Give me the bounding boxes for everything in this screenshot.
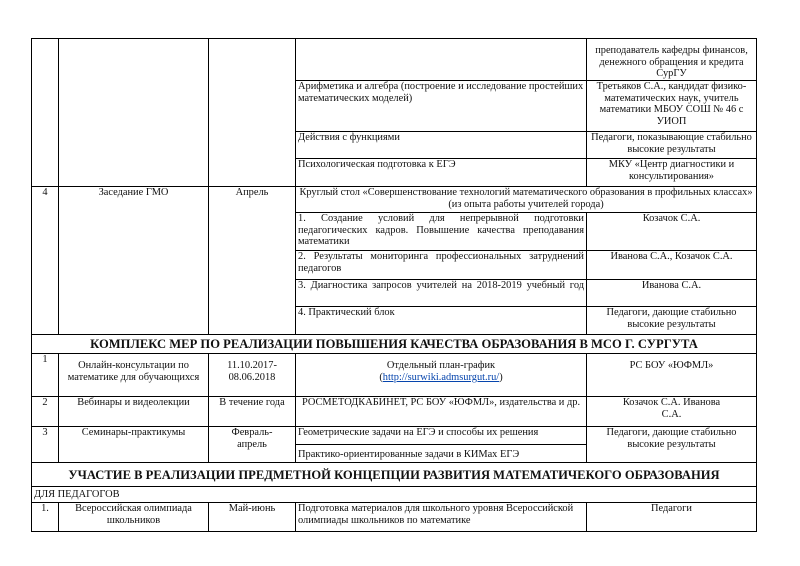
cell-gmo-item-2: 2. Результаты мониторинга профессиональных затруднений педагогов	[295, 250, 587, 280]
cell-s1-content-1	[295, 353, 587, 397]
cell-gmo-who-4: Педагоги, дающие стабильно высокие результаты	[586, 306, 757, 335]
plan-link-wrap: (http://surwiki.admsurgut.ru/)	[379, 371, 503, 383]
cell-num-top	[31, 38, 59, 187]
cell-teacher-arith: Третьяков С.А., кандидат физико-математических наук, учитель математики МБОУ СОШ № 46 с УИОП	[586, 80, 757, 132]
cell-s1-date-2: В течение года	[208, 396, 296, 427]
cell-s2-who: Педагоги	[586, 502, 757, 532]
cell-s2-num: 1.	[31, 502, 59, 532]
cell-s1-event-3: Семинары-практикумы	[58, 426, 209, 463]
cell-gmo-num: 4	[31, 186, 59, 335]
cell-s1-content-3b: Практико-ориентированные задачи в КИМах ЕГЭ	[295, 444, 587, 463]
section-header-concept: УЧАСТИЕ В РЕАЛИЗАЦИИ ПРЕДМЕТНОЙ КОНЦЕПЦИИ РАЗВИТИЯ МАТЕМАТИЧЕКОГО ОБРАЗОВАНИЯ	[31, 462, 757, 487]
cell-gmo-event: Заседание ГМО	[58, 186, 209, 335]
cell-topic-arith: Арифметика и алгебра (построение и исследование простейших математических моделей)	[295, 80, 587, 132]
cell-gmo-item-3: 3. Диагностика запросов учителей на 2018-2019 учебный год	[295, 279, 587, 307]
surwiki-link[interactable]: http://surwiki.admsurgut.ru/	[382, 371, 500, 383]
cell-topic-func: Действия с функциями	[295, 131, 587, 159]
cell-s1-date-3: Февраль-апрель	[208, 426, 296, 463]
cell-s1-content-3a: Геометрические задачи на ЕГЭ и способы их решения	[295, 426, 587, 445]
cell-gmo-item-4: 4. Практический блок	[295, 306, 587, 335]
cell-s1-content-2: РОСМЕТОДКАБИНЕТ, РС БОУ «ЮФМЛ», издательства и др.	[295, 396, 587, 427]
cell-s1-num-1: 1	[31, 353, 59, 397]
cell-s1-num-2: 2	[31, 396, 59, 427]
cell-s1-who-1: РС БОУ «ЮФМЛ»	[586, 353, 757, 397]
section-header-quality: КОМПЛЕКС МЕР ПО РЕАЛИЗАЦИИ ПОВЫШЕНИЯ КАЧЕСТВА ОБРАЗОВАНИЯ В МСО Г. СУРГУТА	[31, 334, 757, 354]
cell-teacher-psy: МКУ «Центр диагностики и консультирования»	[586, 158, 757, 187]
cell-event-top	[58, 38, 209, 187]
cell-s1-event-2: Вебинары и видеолекции	[58, 396, 209, 427]
cell-teacher-func: Педагоги, показывающие стабильно высокие результаты	[586, 131, 757, 159]
cell-s1-event-1: Онлайн-консультации по математике для обучающихся	[58, 353, 209, 397]
plan-label: Отдельный план-график	[386, 360, 496, 371]
cell-topic-psy: Психологическая подготовка к ЕГЭ	[295, 158, 587, 187]
cell-topic-empty	[295, 38, 587, 81]
cell-gmo-item-1: 1. Создание условий для непрерывной подготовки педагогических кадров. Повышение качества преподавания математики	[295, 212, 587, 251]
subheader-for-teachers: ДЛЯ ПЕДАГОГОВ	[31, 486, 757, 503]
cell-gmo-date: Апрель	[208, 186, 296, 335]
cell-s1-date-1: 11.10.2017-08.06.2018	[208, 353, 296, 397]
cell-s2-event: Всероссийская олимпиада школьников	[58, 502, 209, 532]
cell-teacher-position: преподаватель кафедры финансов, денежного обращения и кредита СурГУ	[586, 38, 757, 81]
cell-s1-num-3: 3	[31, 426, 59, 463]
cell-gmo-round-table: Круглый стол «Совершенствование технологий математического образования в профильных классах» (из опыта работы учителей города)	[295, 186, 757, 213]
cell-gmo-who-2: Иванова С.А., Козачок С.А.	[586, 250, 757, 280]
cell-date-top	[208, 38, 296, 187]
cell-s2-content: Подготовка материалов для школьного уровня Всероссийской олимпиады школьников по математике	[295, 502, 587, 532]
cell-s2-date: Май-июнь	[208, 502, 296, 532]
cell-gmo-who-3: Иванова С.А.	[586, 279, 757, 307]
cell-gmo-who-1: Козачок С.А.	[586, 212, 757, 251]
cell-s1-who-2: Козачок С.А. Иванова С.А.	[586, 396, 757, 427]
cell-s1-who-3: Педагоги, дающие стабильно высокие результаты	[586, 426, 757, 463]
